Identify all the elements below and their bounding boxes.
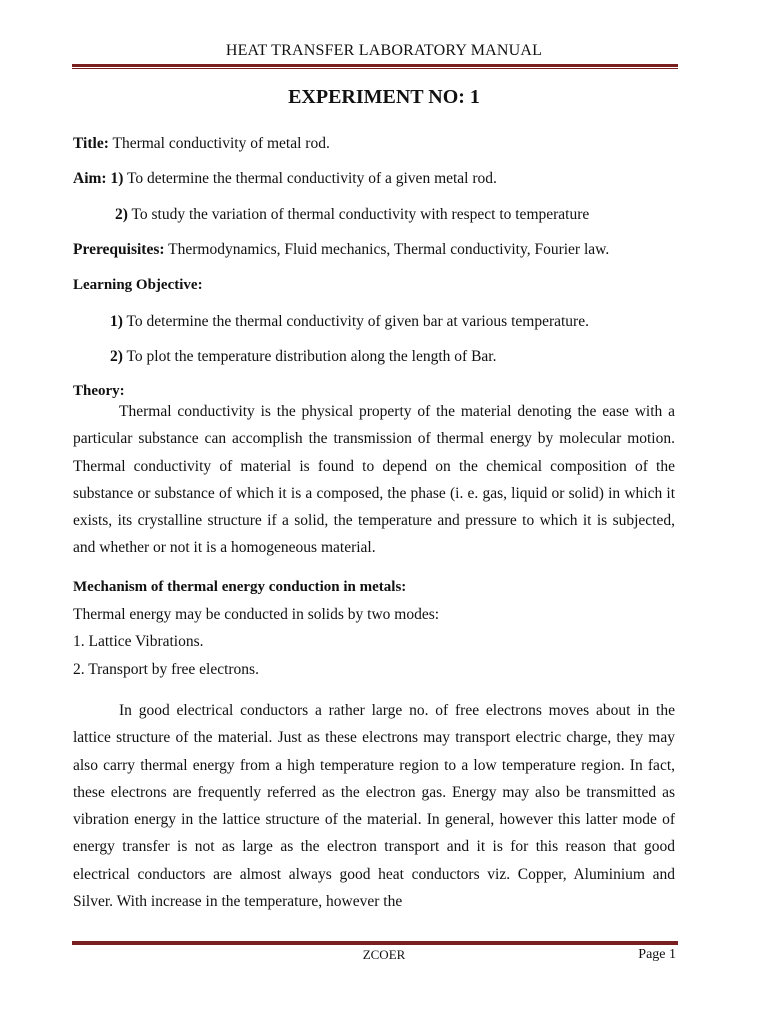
- prerequisites-label: Prerequisites:: [73, 241, 165, 258]
- footer-rule: [72, 940, 678, 945]
- aim-item2-num: 2): [115, 206, 128, 223]
- mechanism-mode-1: 1. Lattice Vibrations.: [73, 633, 204, 650]
- mechanism-intro: Thermal energy may be conducted in solids by two modes:: [73, 606, 440, 623]
- learning-item2-text: To plot the temperature distribution along the length of Bar.: [122, 348, 497, 365]
- experiment-heading: EXPERIMENT NO: 1: [288, 86, 480, 108]
- mechanism-mode-2: 2. Transport by free electrons.: [73, 661, 259, 678]
- footer-page-number: Page 1: [638, 947, 676, 962]
- footer-institute: ZCOER: [362, 947, 406, 962]
- learning-item1-num: 1): [110, 313, 123, 330]
- mechanism-paragraph: [73, 697, 675, 915]
- title-line: [73, 135, 330, 153]
- prerequisites-line: [73, 241, 609, 259]
- header-rule: [72, 64, 678, 69]
- mechanism-heading: Mechanism of thermal energy conduction in metals:: [73, 579, 407, 595]
- theory-paragraph: [73, 398, 675, 562]
- title-text: Thermal conductivity of metal rod.: [108, 135, 330, 152]
- aim-item1-num: 1): [106, 170, 124, 187]
- aim-label: Aim:: [73, 170, 107, 187]
- title-label: Title:: [73, 135, 109, 152]
- learning-item-2: [110, 348, 497, 366]
- aim-line-1: [73, 170, 497, 188]
- aim-item1-text: To determine the thermal conductivity of a given metal rod.: [123, 170, 497, 187]
- theory-heading: Theory:: [73, 383, 125, 399]
- mechanism-paragraph-text: In good electrical conductors a rather large no. of free electrons moves about in the lattice structure of the material. Just as these electrons may transport electric charge, they may also carry thermal energy from a high temperature region to a low temperature region. In fact, these electrons are frequently referred as the electron gas. Energy may also be transmitted as vibration energy in the lattice structure of the material. In general, however this latter mode of energy transfer is not as large as the electron transport and it is for this reason that good electrical conductors are almost always good heat conductors viz. Copper, Aluminium and Silver. With increase in the temperature, however the: [73, 702, 675, 911]
- learning-item1-text: To determine the thermal conductivity of given bar at various temperature.: [122, 313, 589, 330]
- prerequisites-text: Thermodynamics, Fluid mechanics, Thermal conductivity, Fourier law.: [164, 241, 610, 258]
- aim-item2-text: To study the variation of thermal conductivity with respect to temperature: [127, 206, 590, 223]
- learning-item-1: [110, 313, 589, 331]
- learning-objective-heading: Learning Objective:: [73, 277, 203, 293]
- running-header: HEAT TRANSFER LABORATORY MANUAL: [225, 42, 543, 59]
- learning-item2-num: 2): [110, 348, 123, 365]
- aim-line-2: [115, 206, 589, 224]
- theory-paragraph-text: Thermal conductivity is the physical property of the material denoting the ease with a particular substance can accomplish the transmission of thermal energy by molecular motion. Thermal conductivity of material is found to depend on the chemical composition of the substance or substance of which it is a composed, the phase (i. e. gas, liquid or solid) in which it exists, its crystalline structure if a solid, the temperature and pressure to which it is subjected, and whether or not it is a homogeneous material.: [73, 403, 675, 557]
